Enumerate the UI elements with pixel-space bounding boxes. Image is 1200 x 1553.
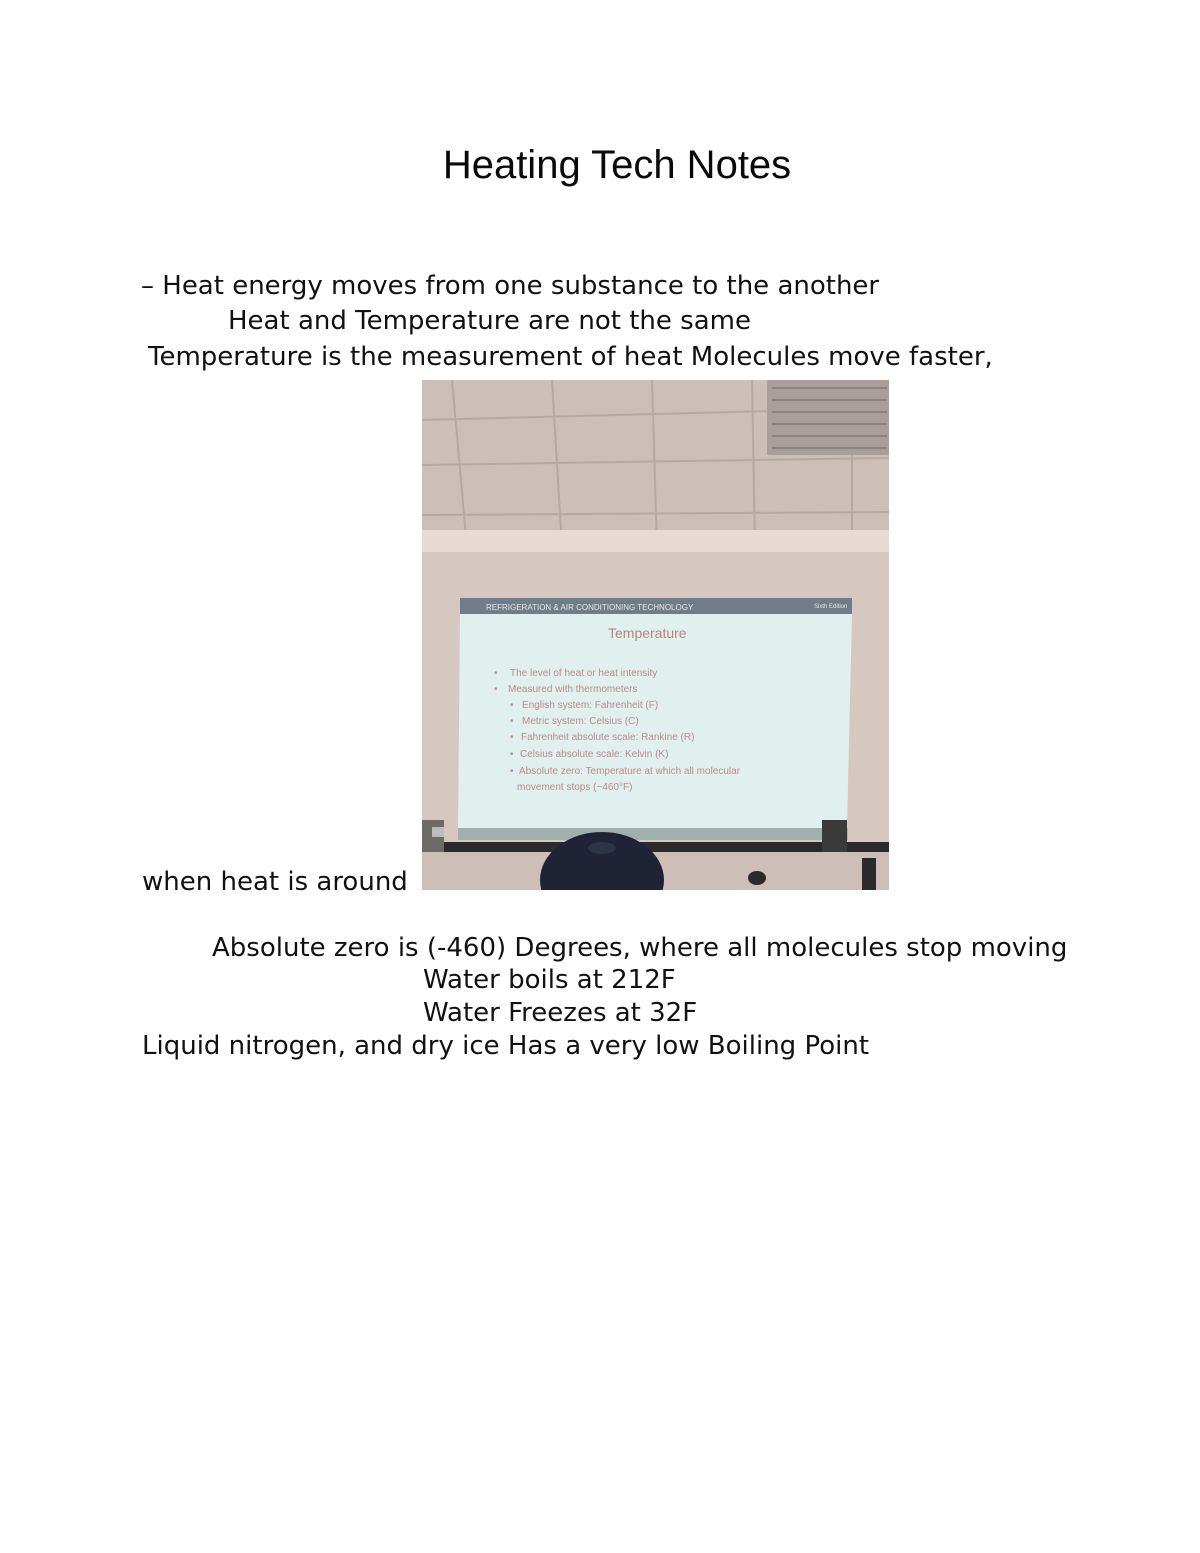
slide-sub-bullet-4: Celsius absolute scale: Kelvin (K) [520, 749, 669, 760]
note-line-when-heat: when heat is around [142, 867, 408, 897]
svg-text:•: • [510, 766, 514, 777]
note-line-absolute-zero: Absolute zero is (-460) Degrees, where all molecules stop moving [212, 933, 1068, 963]
note-line-temperature-definition: Temperature is the measurement of heat Molecules move faster, [148, 342, 993, 372]
svg-text:•: • [510, 732, 514, 743]
note-line-water-boils: Water boils at 212F [423, 965, 676, 995]
slide-title: Temperature [608, 625, 687, 641]
slide-header-edition: Sixth Edition [814, 604, 848, 610]
svg-text:•: • [510, 716, 514, 727]
slide-sub-bullet-3: Fahrenheit absolute scale: Rankine (R) [521, 732, 695, 743]
lecture-slide-photo [422, 380, 889, 890]
slide-body [458, 614, 852, 832]
slide-bullet-2: Measured with thermometers [508, 684, 638, 695]
svg-text:•: • [510, 749, 514, 760]
svg-text:•: • [494, 668, 498, 679]
note-line-liquid-nitrogen: Liquid nitrogen, and dry ice Has a very low Boiling Point [142, 1031, 870, 1061]
note-line-water-freezes: Water Freezes at 32F [423, 998, 698, 1028]
svg-text:•: • [494, 684, 498, 695]
svg-text:•: • [510, 700, 514, 711]
slide-sub-bullet-2: Metric system: Celsius (C) [522, 716, 639, 727]
board-tray [422, 842, 889, 852]
slide-header-text: REFRIGERATION & AIR CONDITIONING TECHNOLOGY [486, 603, 694, 612]
slide-sub-bullet-5: Absolute zero: Temperature at which all molecular [519, 766, 741, 777]
photo-vent [767, 380, 889, 455]
slide-bullet-1: The level of heat or heat intensity [510, 668, 658, 679]
slide-sub-bullet-1: English system: Fahrenheit (F) [522, 700, 659, 711]
page-title: Heating Tech Notes [442, 143, 792, 187]
note-line-heat-vs-temperature: Heat and Temperature are not the same [228, 306, 751, 336]
slide-sub-bullet-5-continuation: movement stops (−460°F) [517, 782, 633, 793]
note-line-heat-energy: – Heat energy moves from one substance to the another [141, 271, 880, 301]
